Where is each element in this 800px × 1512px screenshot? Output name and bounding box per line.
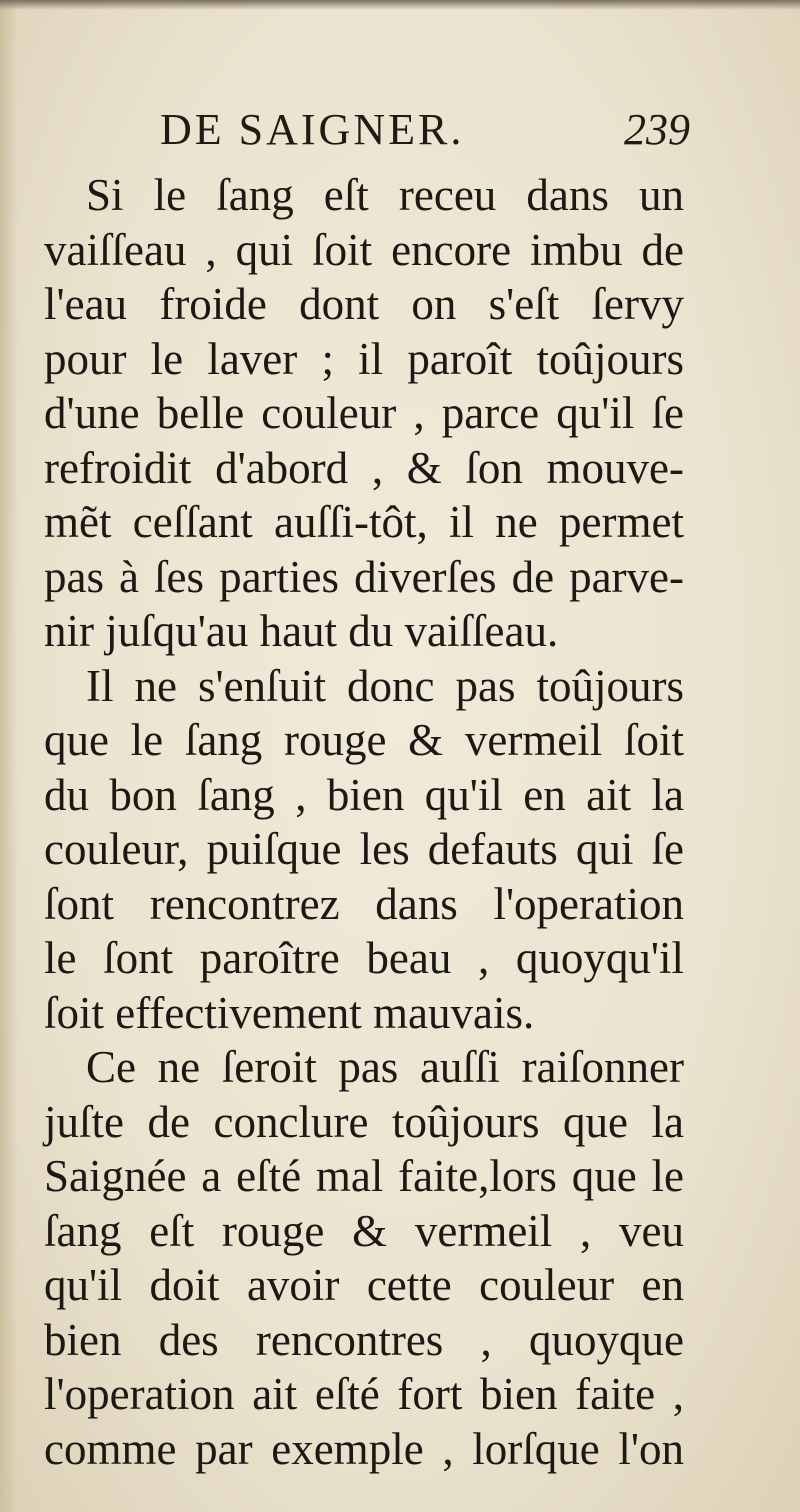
text-line: bien des rencontres , quoyque xyxy=(44,1314,684,1365)
text-line: d'une belle couleur , parce qu'il ſe xyxy=(44,388,684,438)
page-header xyxy=(160,104,690,160)
text-line: le ſont paroître beau , quoyqu'il xyxy=(44,933,684,983)
body-text xyxy=(44,168,684,1476)
text-line: vaiſſeau , qui ſoit encore imbu de xyxy=(44,224,684,275)
text-line: qu'il doit avoir cette couleur en xyxy=(44,1260,684,1310)
page-edge-shadow xyxy=(0,0,18,1512)
running-head: DE SAIGNER. xyxy=(160,105,465,154)
text-line: nir juſqu'au haut du vaiſſeau. xyxy=(44,606,559,656)
text-line: Il ne s'enſuit donc pas toûjours xyxy=(86,660,684,711)
text-line: ſang eſt rouge & vermeil , veu xyxy=(44,1205,684,1256)
page-top-edge xyxy=(0,0,800,10)
text-line: Ce ne ſeroit pas auſſi raiſonner xyxy=(86,1042,684,1092)
text-line: l'eau froide dont on s'eſt ſervy xyxy=(44,279,684,329)
text-line: Si le ſang eſt receu dans un xyxy=(86,170,684,220)
text-line: mẽt ceſſant auſſi-tôt, il ne permet xyxy=(44,497,684,547)
text-line: Saignée a eſté mal faite,lors que le xyxy=(44,1151,684,1201)
text-line: pas à ſes parties diverſes de parve- xyxy=(44,551,684,602)
page-number: 239 xyxy=(624,105,690,154)
text-line: pour le laver ; il paroît toûjours xyxy=(44,333,684,384)
text-line: que le ſang rouge & vermeil ſoit xyxy=(44,715,684,765)
text-line: du bon ſang , bien qu'il en ait la xyxy=(44,769,684,820)
text-line: couleur, puiſque les defauts qui ſe xyxy=(44,824,684,874)
text-line: refroidit d'abord , & ſon mouve- xyxy=(44,442,684,493)
text-line: ſont rencontrez dans l'operation xyxy=(44,878,684,929)
text-line: juſte de conclure toûjours que la xyxy=(44,1096,684,1147)
text-line: l'operation ait eſté fort bien faite , xyxy=(44,1369,684,1419)
text-line: ſoit effectivement mauvais. xyxy=(44,987,535,1038)
text-line: comme par exemple , lorſque l'on xyxy=(44,1423,684,1474)
